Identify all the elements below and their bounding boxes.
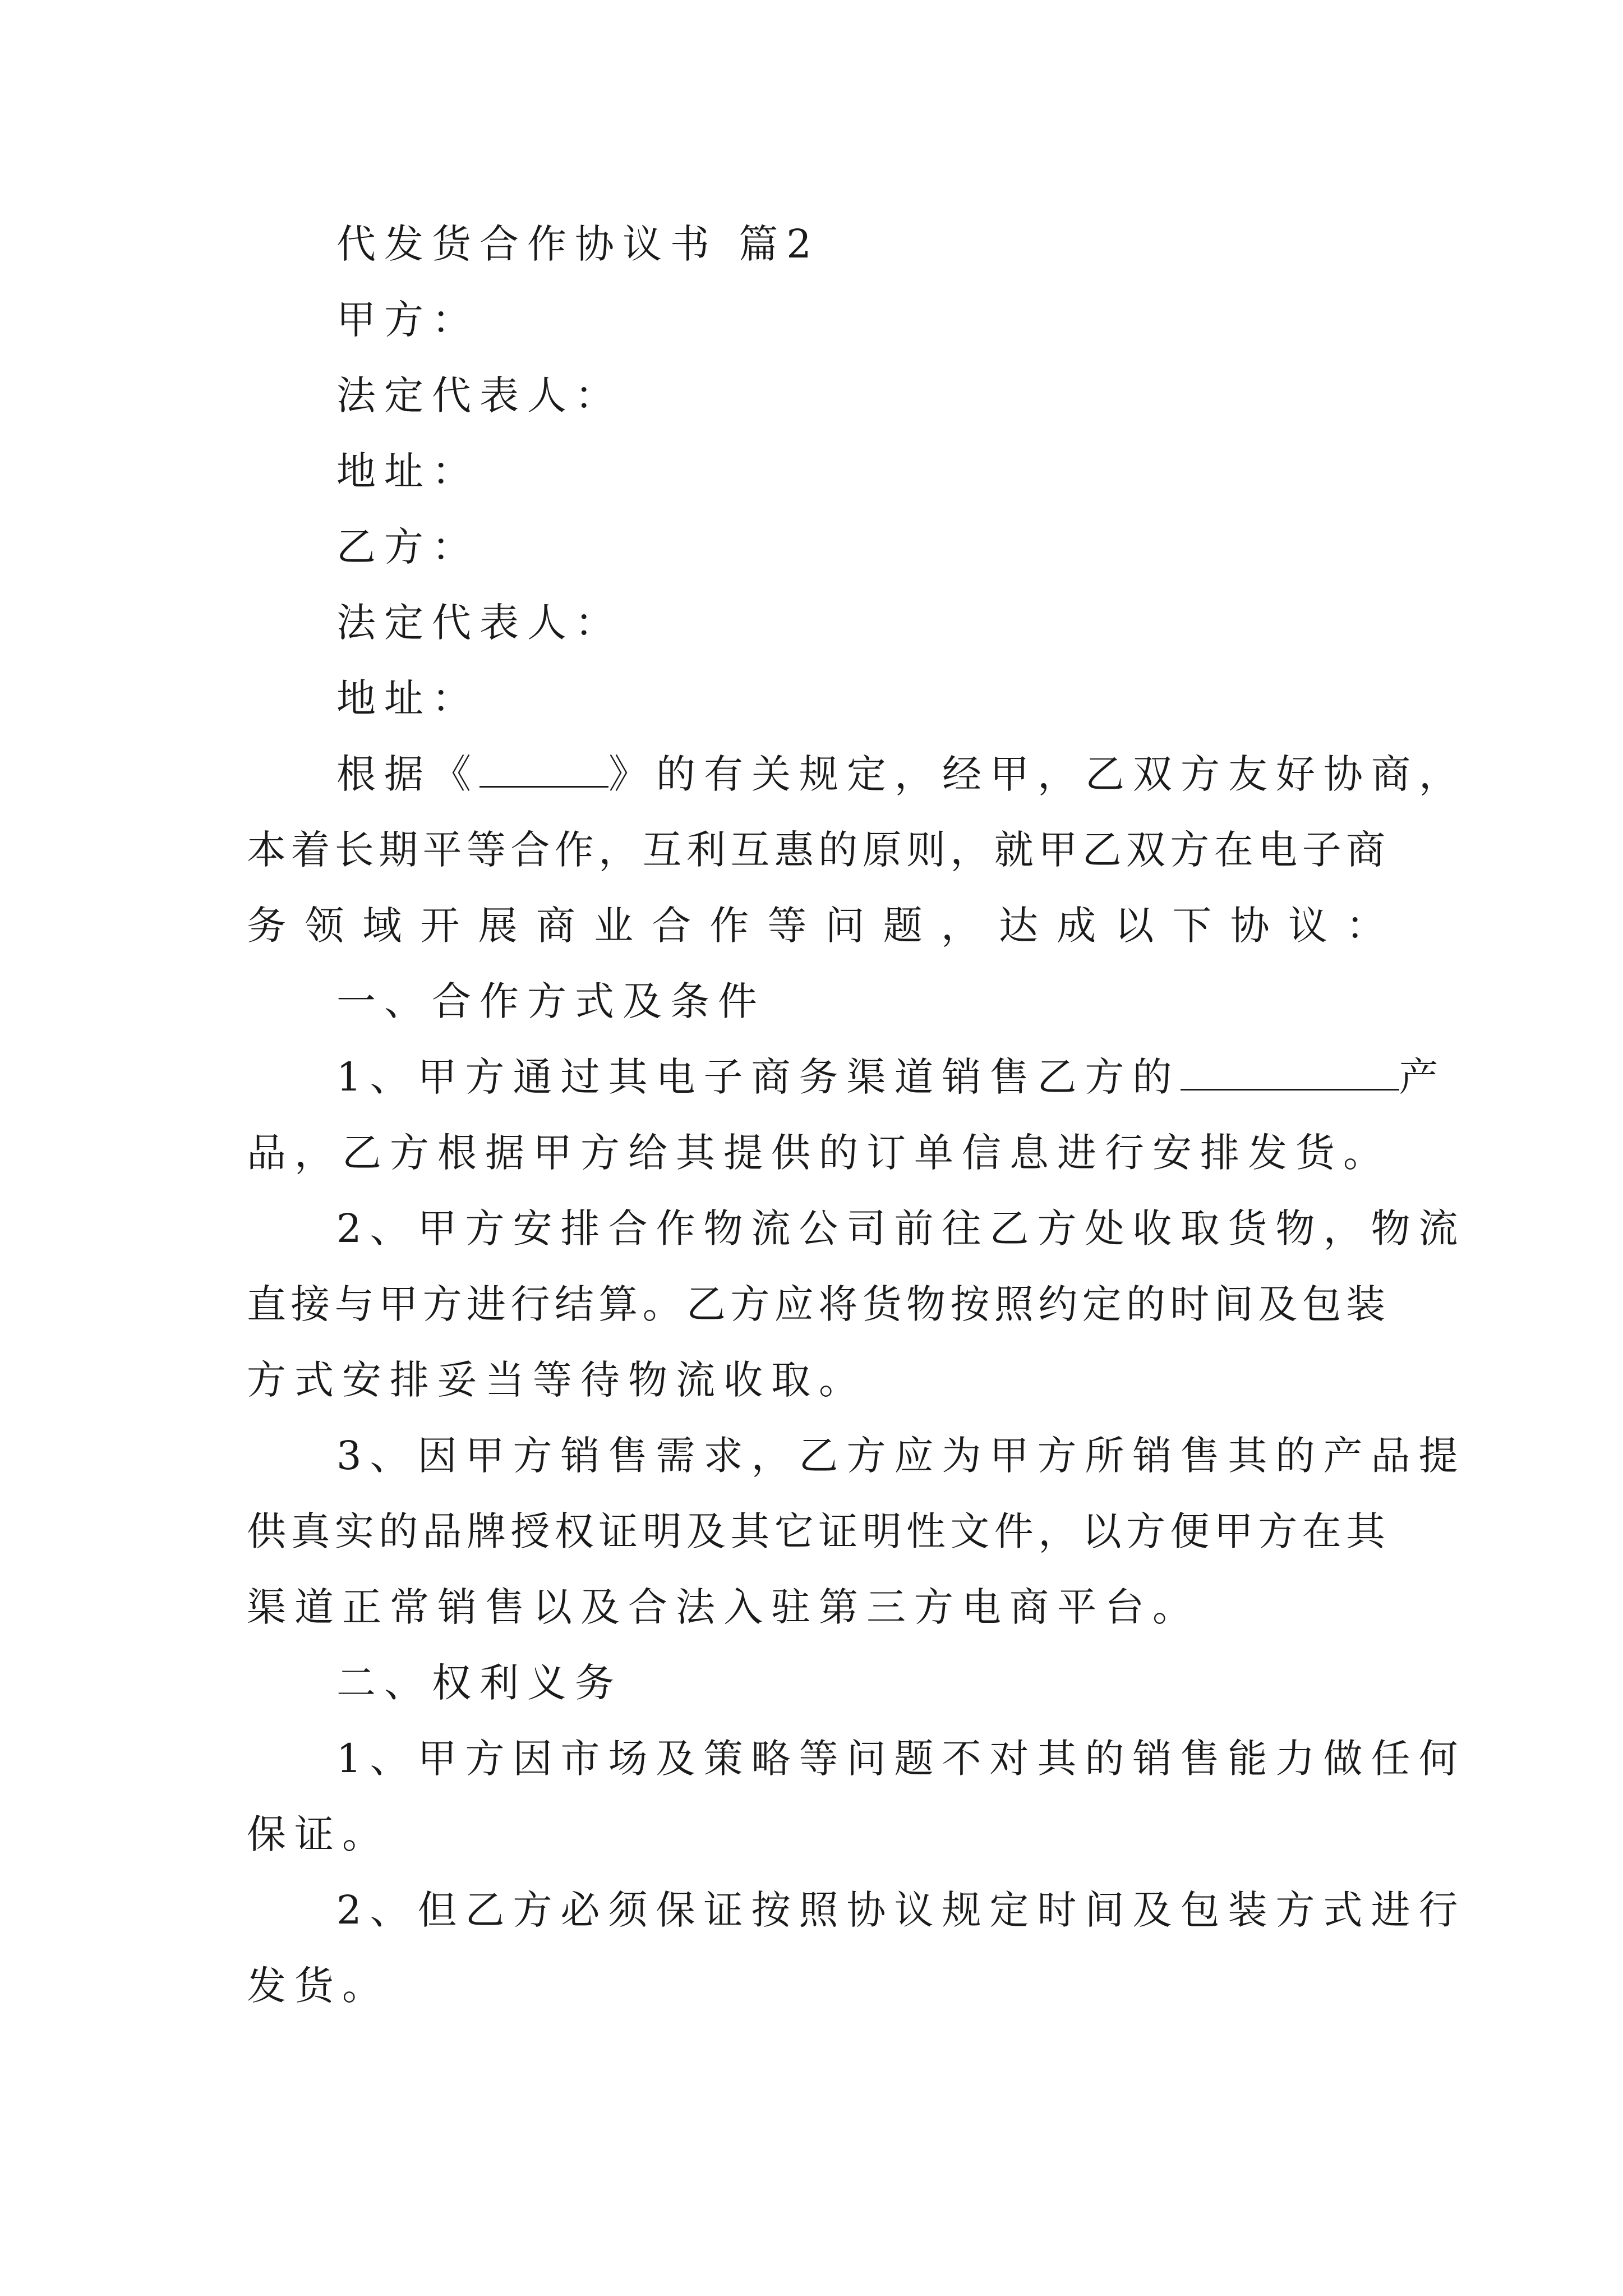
party-b-label: 乙方：	[336, 524, 479, 570]
section-1-item-1-line-2: 品，乙方根据甲方给其提供的订单信息进行安排发货。	[247, 1130, 1391, 1176]
law-name-blank	[479, 752, 608, 788]
party-b-address: 地址：	[336, 675, 479, 721]
section-2-item-1-line-2: 保证。	[247, 1811, 390, 1857]
intro-line-1: 根据《 》的有关规定，经甲，乙双方友好协商，	[336, 751, 1467, 797]
section-2-item-2-line-1: 2、但乙方必须保证按照协议规定时间及包装方式进行	[336, 1887, 1467, 1933]
section-1-heading: 一、合作方式及条件	[336, 978, 766, 1024]
section-1-item-1-line-1: 1、甲方通过其电子商务渠道销售乙方的 产	[336, 1054, 1447, 1100]
document-title: 代发货合作协议书 篇2	[336, 221, 820, 267]
product-name-blank	[1181, 1055, 1399, 1091]
section-2-heading: 二、权利义务	[336, 1660, 623, 1706]
party-a-label: 甲方：	[336, 297, 479, 343]
section-1-item-2-line-3: 方式安排妥当等待物流收取。	[247, 1357, 866, 1403]
section-1-item-2-line-2: 直接与甲方进行结算。乙方应将货物按照约定的时间及包装	[247, 1281, 1385, 1327]
section-1-item-3-line-3: 渠道正常销售以及合法入驻第三方电商平台。	[247, 1584, 1200, 1630]
intro-line-2: 本着长期平等合作，互利互惠的原则，就甲乙双方在电子商	[247, 827, 1385, 873]
section-1-item-3-line-2: 供真实的品牌授权证明及其它证明性文件，以方便甲方在其	[247, 1508, 1385, 1554]
party-b-representative: 法定代表人：	[336, 600, 623, 646]
intro-line-3: 务领域开展商业合作等问题，达成以下协议：	[247, 903, 1385, 949]
section-2-item-2-line-2: 发货。	[247, 1963, 390, 2009]
section-1-item-2-line-1: 2、甲方安排合作物流公司前往乙方处收取货物，物流	[336, 1205, 1467, 1251]
party-a-address: 地址：	[336, 448, 479, 494]
party-a-representative: 法定代表人：	[336, 372, 623, 418]
section-1-item-3-line-1: 3、因甲方销售需求，乙方应为甲方所销售其的产品提	[336, 1433, 1467, 1479]
section-2-item-1-line-1: 1、甲方因市场及策略等问题不对其的销售能力做任何	[336, 1736, 1467, 1782]
